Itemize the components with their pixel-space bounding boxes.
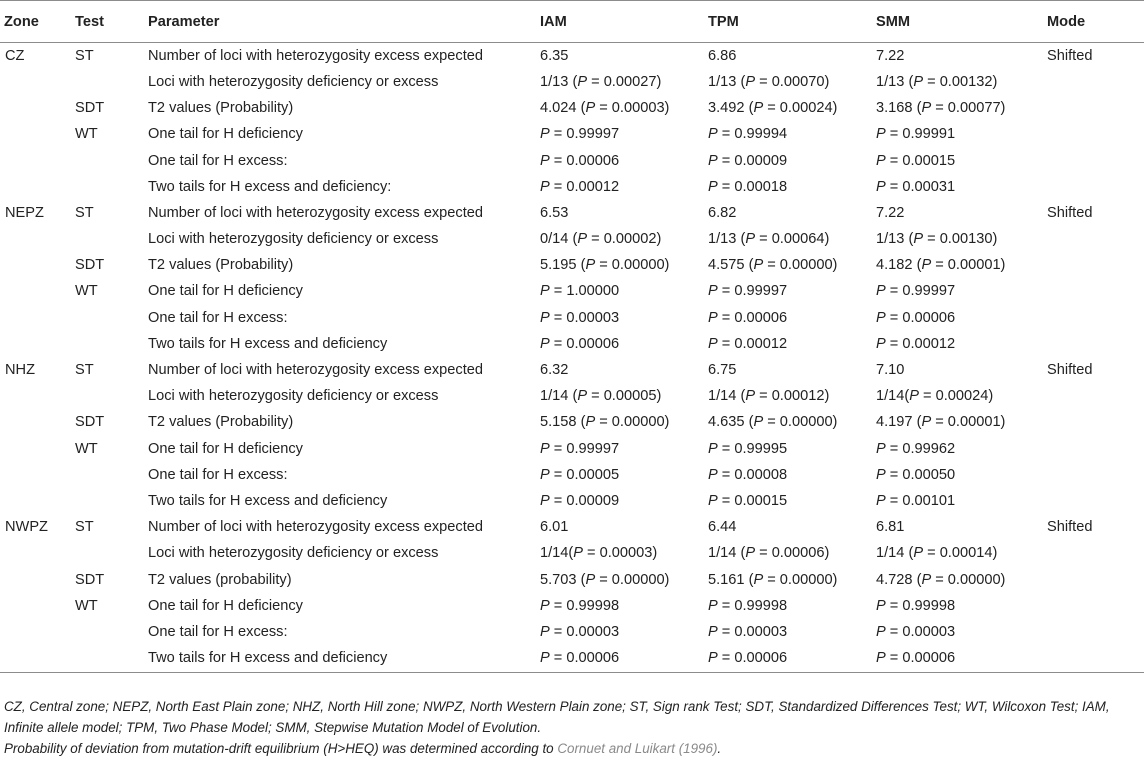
cell-smm: P = 0.00006 <box>876 309 956 326</box>
cell-parameter: One tail for H excess: <box>148 309 288 326</box>
table-row <box>0 200 1144 226</box>
cell-smm: P = 0.00006 <box>872 645 1043 672</box>
cell-test <box>71 619 144 645</box>
cell-parameter: T2 values (probability) <box>148 571 292 588</box>
table-row <box>0 357 1144 383</box>
cell-mode <box>1043 567 1144 593</box>
cell-test <box>71 148 144 174</box>
cell-smm: 6.81 <box>876 519 905 536</box>
header-test: Test <box>71 1 144 43</box>
cell-iam: P = 0.00009 <box>540 492 620 509</box>
header-parameter: Parameter <box>144 1 536 43</box>
cell-iam: 0/14 (P = 0.00002) <box>540 231 662 248</box>
cell-mode <box>1043 95 1144 121</box>
cell-mode <box>1043 279 1144 305</box>
cell-iam: 6.35 <box>540 47 569 64</box>
cell-zone <box>0 69 71 95</box>
cell-smm: 4.728 (P = 0.00000) <box>876 571 1006 588</box>
footnote-reference-link[interactable]: Cornuet and Luikart (1996) <box>557 741 718 756</box>
cell-parameter: Number of loci with heterozygosity excess expected <box>148 204 484 221</box>
table-row <box>0 619 1144 645</box>
cell-parameter: One tail for H excess: <box>148 623 288 640</box>
cell-tpm: P = 0.99997 <box>708 283 788 300</box>
cell-zone <box>0 436 71 462</box>
cell-tpm: 1/13 (P = 0.00064) <box>708 231 830 248</box>
table-row <box>0 226 1144 252</box>
cell-parameter: One tail for H deficiency <box>148 283 303 300</box>
cell-smm: 1/14 (P = 0.00014) <box>876 545 998 562</box>
cell-smm: P = 0.00101 <box>876 492 956 509</box>
cell-iam: 6.53 <box>540 204 569 221</box>
cell-test: SDT <box>75 571 105 588</box>
cell-mode <box>1043 462 1144 488</box>
cell-mode <box>1043 331 1144 357</box>
cell-parameter: T2 values (Probability) <box>148 257 294 274</box>
cell-parameter: Number of loci with heterozygosity excess expected <box>148 519 484 536</box>
cell-tpm: P = 0.99995 <box>708 440 788 457</box>
cell-iam: P = 0.99997 <box>540 126 620 143</box>
cell-tpm: P = 0.99994 <box>708 126 788 143</box>
cell-tpm: 5.161 (P = 0.00000) <box>708 571 838 588</box>
cell-iam: 5.195 (P = 0.00000) <box>540 257 670 274</box>
cell-smm: P = 0.00050 <box>876 466 956 483</box>
cell-parameter: Loci with heterozygosity deficiency or excess <box>148 73 439 90</box>
cell-iam: P = 0.99997 <box>540 440 620 457</box>
cell-zone <box>0 305 71 331</box>
cell-iam: P = 0.00006 <box>540 152 620 169</box>
cell-iam: 6.32 <box>540 362 569 379</box>
header-iam: IAM <box>536 1 704 43</box>
cell-tpm: 4.575 (P = 0.00000) <box>708 257 838 274</box>
cell-tpm: P = 0.00006 <box>704 645 872 672</box>
cell-tpm: 3.492 (P = 0.00024) <box>708 100 838 117</box>
table-row <box>0 95 1144 121</box>
cell-test <box>71 69 144 95</box>
cell-zone <box>0 541 71 567</box>
cell-mode: Shifted <box>1047 519 1093 536</box>
cell-test: SDT <box>75 257 105 274</box>
cell-zone <box>0 488 71 514</box>
table-row <box>0 645 1144 672</box>
table-row <box>0 43 1144 70</box>
table-body <box>0 43 1144 673</box>
cell-zone: NWPZ <box>5 519 48 536</box>
cell-iam: P = 0.00005 <box>540 466 620 483</box>
cell-zone <box>0 226 71 252</box>
cell-iam: P = 1.00000 <box>540 283 620 300</box>
table-row <box>0 253 1144 279</box>
cell-iam: 1/13 (P = 0.00027) <box>540 73 662 90</box>
cell-mode <box>1043 436 1144 462</box>
cell-zone <box>0 645 71 672</box>
cell-test: WT <box>75 283 98 300</box>
cell-test <box>71 645 144 672</box>
cell-test <box>71 305 144 331</box>
table-row <box>0 514 1144 540</box>
cell-parameter: Number of loci with heterozygosity excess expected <box>148 362 484 379</box>
cell-parameter: Loci with heterozygosity deficiency or excess <box>148 388 439 405</box>
cell-parameter: Two tails for H excess and deficiency <box>144 645 536 672</box>
cell-smm: 1/13 (P = 0.00132) <box>876 73 998 90</box>
cell-zone: NHZ <box>5 362 35 379</box>
cell-test <box>71 226 144 252</box>
cell-mode <box>1043 488 1144 514</box>
cell-mode <box>1043 122 1144 148</box>
cell-smm: 7.22 <box>876 47 905 64</box>
cell-tpm: P = 0.00015 <box>708 492 788 509</box>
cell-zone <box>0 462 71 488</box>
cell-mode <box>1043 541 1144 567</box>
cell-zone <box>0 593 71 619</box>
cell-test: ST <box>75 362 94 379</box>
cell-test: SDT <box>75 100 105 117</box>
cell-zone <box>0 253 71 279</box>
cell-tpm: 6.86 <box>708 47 737 64</box>
cell-tpm: P = 0.00003 <box>708 623 788 640</box>
cell-smm: P = 0.99962 <box>876 440 956 457</box>
cell-parameter: Two tails for H excess and deficiency <box>148 335 388 352</box>
cell-smm: P = 0.99991 <box>876 126 956 143</box>
cell-test: WT <box>75 126 98 143</box>
cell-iam: 1/14 (P = 0.00005) <box>540 388 662 405</box>
table-row <box>0 331 1144 357</box>
cell-tpm: P = 0.00006 <box>708 309 788 326</box>
cell-zone <box>0 122 71 148</box>
cell-test: SDT <box>75 414 105 431</box>
table-footnote <box>4 696 1142 759</box>
cell-test <box>71 462 144 488</box>
cell-smm: 1/13 (P = 0.00130) <box>876 231 998 248</box>
cell-tpm: 6.82 <box>708 204 737 221</box>
cell-zone <box>0 331 71 357</box>
cell-parameter: T2 values (Probability) <box>148 100 294 117</box>
cell-mode <box>1043 645 1144 672</box>
cell-test <box>71 488 144 514</box>
table-row <box>0 462 1144 488</box>
table-row <box>0 436 1144 462</box>
cell-test <box>71 383 144 409</box>
cell-tpm: P = 0.99998 <box>708 597 788 614</box>
cell-zone: NEPZ <box>5 204 44 221</box>
cell-smm: 7.10 <box>876 362 905 379</box>
table-row <box>0 567 1144 593</box>
cell-zone <box>0 279 71 305</box>
cell-parameter: Two tails for H excess and deficiency: <box>148 178 392 195</box>
cell-iam: 5.158 (P = 0.00000) <box>540 414 670 431</box>
cell-parameter: One tail for H deficiency <box>148 126 303 143</box>
cell-parameter: One tail for H deficiency <box>148 440 303 457</box>
table-row <box>0 593 1144 619</box>
cell-zone: CZ <box>5 47 25 64</box>
cell-smm: 4.197 (P = 0.00001) <box>876 414 1006 431</box>
cell-parameter: One tail for H excess: <box>148 466 288 483</box>
cell-smm: P = 0.00012 <box>876 335 956 352</box>
table-row <box>0 122 1144 148</box>
cell-iam: P = 0.00006 <box>536 645 704 672</box>
cell-smm: 3.168 (P = 0.00077) <box>876 100 1006 117</box>
cell-tpm: P = 0.00018 <box>708 178 788 195</box>
cell-zone <box>0 567 71 593</box>
cell-mode <box>1043 305 1144 331</box>
cell-mode <box>1043 410 1144 436</box>
cell-tpm: 1/14 (P = 0.00006) <box>708 545 830 562</box>
footnote-method-text: Probability of deviation from mutation-drift equilibrium (H>HEQ) was determined according to <box>4 741 558 756</box>
cell-test: ST <box>75 47 94 64</box>
cell-mode: Shifted <box>1047 362 1093 379</box>
cell-iam: P = 0.00003 <box>540 623 620 640</box>
table-row <box>0 410 1144 436</box>
cell-parameter: Number of loci with heterozygosity excess expected <box>148 47 484 64</box>
cell-tpm: 1/13 (P = 0.00070) <box>708 73 830 90</box>
cell-mode <box>1043 226 1144 252</box>
cell-smm: 1/14(P = 0.00024) <box>876 388 994 405</box>
cell-zone <box>0 174 71 200</box>
header-smm: SMM <box>872 1 1043 43</box>
table-row <box>0 488 1144 514</box>
cell-parameter: One tail for H deficiency <box>148 597 303 614</box>
cell-mode <box>1043 593 1144 619</box>
cell-parameter: One tail for H excess: <box>148 152 288 169</box>
cell-iam: P = 0.99998 <box>540 597 620 614</box>
cell-mode <box>1043 619 1144 645</box>
cell-zone <box>0 148 71 174</box>
cell-mode <box>1043 174 1144 200</box>
footnote-period: . <box>717 741 722 756</box>
cell-smm: P = 0.99998 <box>876 597 956 614</box>
table-row <box>0 383 1144 409</box>
cell-iam: P = 0.00003 <box>540 309 620 326</box>
cell-mode: Shifted <box>1047 204 1093 221</box>
cell-mode <box>1043 253 1144 279</box>
cell-smm: P = 0.99997 <box>876 283 956 300</box>
cell-parameter: Two tails for H excess and deficiency <box>148 492 388 509</box>
cell-parameter: Loci with heterozygosity deficiency or excess <box>148 545 439 562</box>
cell-test: ST <box>75 204 94 221</box>
cell-test: WT <box>75 597 98 614</box>
cell-tpm: P = 0.00009 <box>708 152 788 169</box>
cell-smm: 4.182 (P = 0.00001) <box>876 257 1006 274</box>
cell-smm: 7.22 <box>876 204 905 221</box>
cell-mode <box>1043 69 1144 95</box>
cell-iam: 5.703 (P = 0.00000) <box>540 571 670 588</box>
cell-tpm: 1/14 (P = 0.00012) <box>708 388 830 405</box>
cell-mode <box>1043 148 1144 174</box>
cell-iam: 1/14(P = 0.00003) <box>540 545 658 562</box>
cell-iam: P = 0.00006 <box>540 335 620 352</box>
table-row <box>0 148 1144 174</box>
cell-test <box>71 541 144 567</box>
cell-iam: P = 0.00012 <box>540 178 620 195</box>
cell-smm: P = 0.00015 <box>876 152 956 169</box>
table-row <box>0 279 1144 305</box>
cell-iam: 4.024 (P = 0.00003) <box>540 100 670 117</box>
cell-test <box>71 174 144 200</box>
footnote-abbreviations: CZ, Central zone; NEPZ, North East Plain zone; NHZ, North Hill zone; NWPZ, North Western Plain zone; ST, Sign rank Test; SDT, Standardized Differences Test; WT, Wilcoxon Test; IAM, Infinite allele model; TPM, Two Phase Model; SMM, Stepwise Mutation Model of Evolution. <box>4 699 1110 735</box>
cell-parameter: Loci with heterozygosity deficiency or excess <box>148 231 439 248</box>
footnote-method <box>4 738 1142 759</box>
cell-iam: 6.01 <box>540 519 569 536</box>
cell-tpm: P = 0.00008 <box>708 466 788 483</box>
cell-smm: P = 0.00003 <box>876 623 956 640</box>
table-row <box>0 305 1144 331</box>
cell-smm: P = 0.00031 <box>876 178 956 195</box>
cell-zone <box>0 383 71 409</box>
table-row <box>0 541 1144 567</box>
table-row <box>0 174 1144 200</box>
table-row <box>0 69 1144 95</box>
cell-zone <box>0 410 71 436</box>
cell-tpm: 6.44 <box>708 519 737 536</box>
cell-zone <box>0 95 71 121</box>
header-tpm: TPM <box>704 1 872 43</box>
cell-mode <box>1043 383 1144 409</box>
table-header-row <box>0 1 1144 43</box>
cell-mode: Shifted <box>1047 47 1093 64</box>
cell-parameter: T2 values (Probability) <box>148 414 294 431</box>
cell-test: ST <box>75 519 94 536</box>
cell-tpm: P = 0.00012 <box>708 335 788 352</box>
cell-test: WT <box>75 440 98 457</box>
cell-tpm: 6.75 <box>708 362 737 379</box>
cell-tpm: 4.635 (P = 0.00000) <box>708 414 838 431</box>
cell-zone <box>0 619 71 645</box>
header-mode: Mode <box>1043 1 1144 43</box>
header-zone: Zone <box>0 1 71 43</box>
cell-test <box>71 331 144 357</box>
